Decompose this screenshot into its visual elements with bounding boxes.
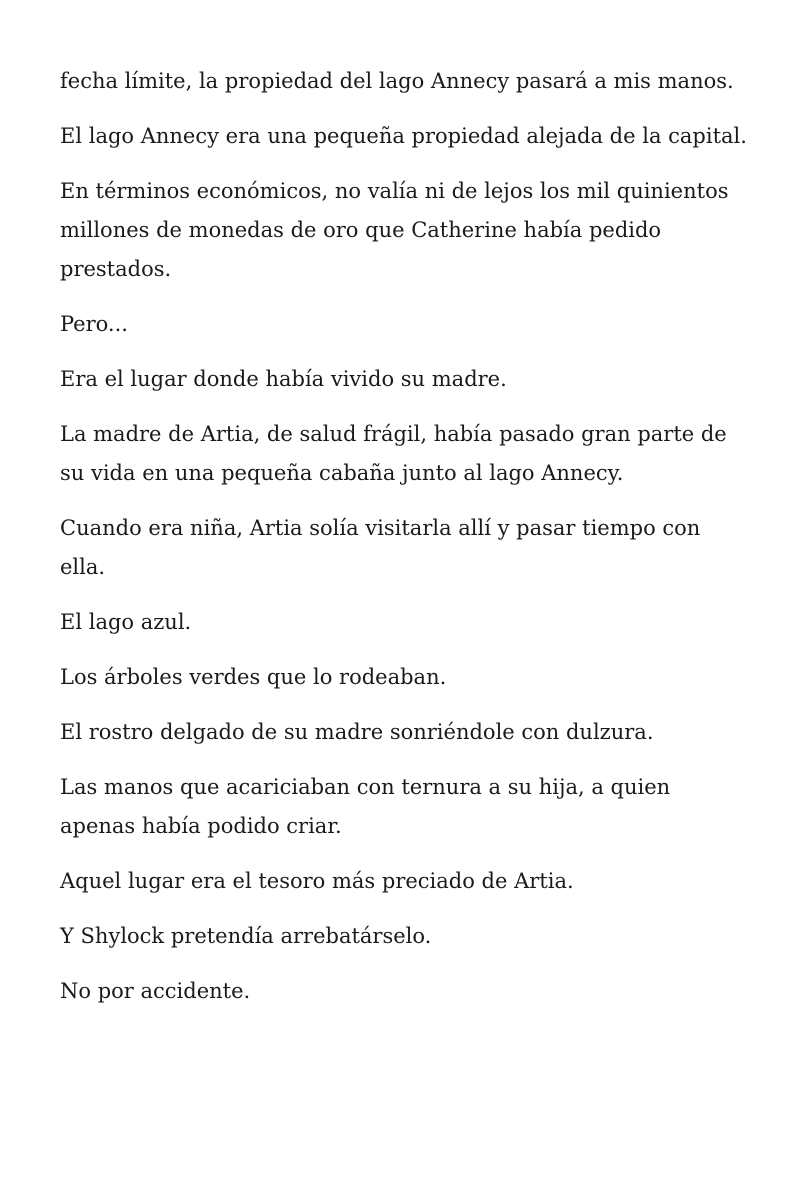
paragraph: Era el lugar donde había vivido su madre. — [60, 367, 507, 391]
paragraph: Cuando era niña, Artia solía visitarla allí y pasar tiempo con ella. — [60, 516, 701, 579]
paragraph: La madre de Artia, de salud frágil, había pasado gran parte de su vida en una pequeña cabaña junto al lago Annecy. — [60, 422, 727, 485]
paragraph: fecha límite, la propiedad del lago Annecy pasará a mis manos. — [60, 69, 734, 93]
paragraph: Pero... — [60, 312, 128, 336]
paragraph: El lago Annecy era una pequeña propiedad alejada de la capital. — [60, 124, 747, 148]
paragraph: El lago azul. — [60, 610, 192, 634]
paragraph: El rostro delgado de su madre sonriéndole con dulzura. — [60, 720, 654, 744]
paragraph: No por accidente. — [60, 979, 251, 1003]
paragraph: En términos económicos, no valía ni de lejos los mil quinientos millones de monedas de oro que Catherine había pedido prestados. — [60, 179, 729, 281]
paragraph: Las manos que acariciaban con ternura a su hija, a quien apenas había podido criar. — [60, 775, 671, 838]
paragraph: Y Shylock pretendía arrebatárselo. — [60, 924, 432, 948]
paragraph: Los árboles verdes que lo rodeaban. — [60, 665, 447, 689]
document-body — [60, 62, 750, 1027]
paragraph: Aquel lugar era el tesoro más preciado de Artia. — [60, 869, 574, 893]
